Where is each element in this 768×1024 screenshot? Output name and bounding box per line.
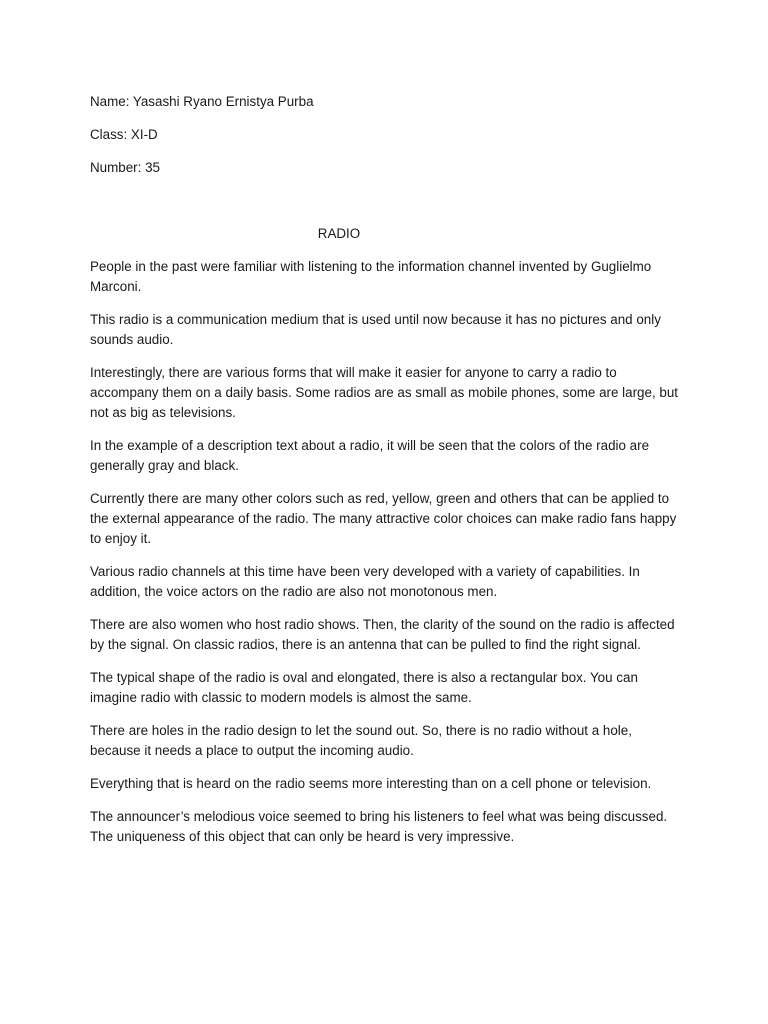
paragraph: Everything that is heard on the radio seems more interesting than on a cell phone or television. [90, 776, 652, 791]
paragraph: There are holes in the radio design to let the sound out. So, there is no radio without a hole, because it needs a place to output the incoming audio. [90, 723, 632, 758]
student-name: Name: Yasashi Ryano Ernistya Purba [90, 94, 314, 109]
student-header [90, 92, 690, 191]
document-body [90, 257, 680, 860]
paragraph: In the example of a description text about a radio, it will be seen that the colors of the radio are generally gray and black. [90, 438, 650, 473]
paragraph: The announcer’s melodious voice seemed to bring his listeners to feel what was being discussed. The uniqueness of this object that can only be heard is very impressive. [90, 809, 668, 844]
student-number: Number: 35 [90, 160, 160, 175]
paragraph: This radio is a communication medium that is used until now because it has no pictures and only sounds audio. [90, 312, 661, 347]
paragraph: The typical shape of the radio is oval and elongated, there is also a rectangular box. You can imagine radio with classic to modern models is almost the same. [90, 670, 638, 705]
paragraph: Currently there are many other colors such as red, yellow, green and others that can be applied to the external appearance of the radio. The many attractive color choices can make radio fans happy to enjoy it. [90, 491, 677, 546]
paragraph: Interestingly, there are various forms that will make it easier for anyone to carry a radio to accompany them on a daily basis. Some radios are as small as mobile phones, some are large, but not as big as televisions. [90, 365, 678, 420]
paragraph: People in the past were familiar with listening to the information channel invented by Guglielmo Marconi. [90, 259, 652, 294]
document-title: RADIO [317, 226, 361, 241]
student-class: Class: XI-D [90, 127, 158, 142]
paragraph: Various radio channels at this time have been very developed with a variety of capabilities. In addition, the voice actors on the radio are also not monotonous men. [90, 564, 640, 599]
paragraph: There are also women who host radio shows. Then, the clarity of the sound on the radio is affected by the signal. On classic radios, there is an antenna that can be pulled to find the right signal. [90, 617, 675, 652]
